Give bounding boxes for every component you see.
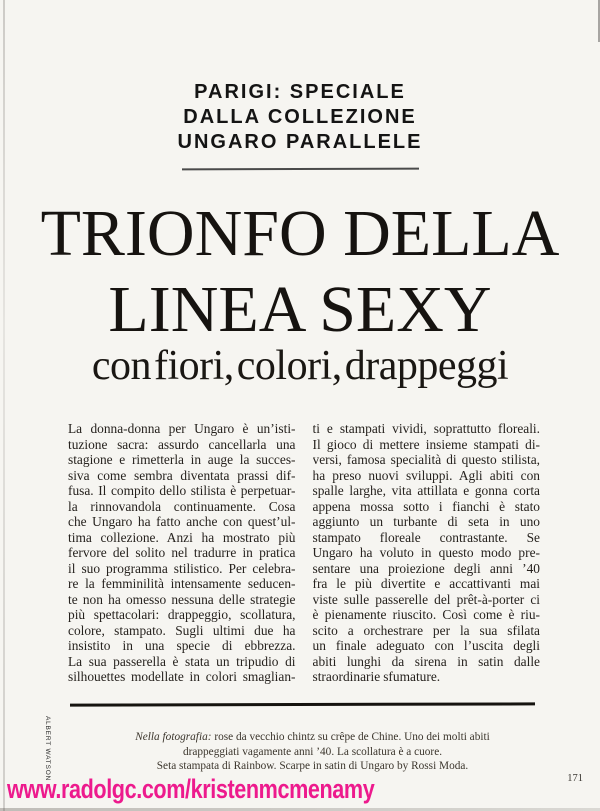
kicker-block — [0, 80, 600, 170]
photographer-credit: ALBERT WATSON — [44, 716, 51, 782]
text-line: versi, famosa specialità di questo stilista, — [312, 452, 540, 467]
text-line: fusa. Il compito dello stilista è perpetuar- — [68, 483, 296, 498]
text-line: siva come sembra diventata prassi dif- — [68, 467, 296, 483]
text-line: la rinnovandola continuamente. Cosa — [68, 498, 296, 514]
kicker-line-2: DALLA COLLEZIONE — [183, 106, 417, 128]
text-line: scito a orchestrare per la sua sfilata — [312, 622, 540, 638]
text-line: La donna-donna per Ungaro è un’isti- — [68, 421, 296, 436]
text-line: sentare una proiezione degli anni ’40 — [312, 560, 540, 576]
photo-caption — [85, 730, 540, 774]
text-line: silhouettes modellate in colori smaglian- — [68, 669, 296, 684]
text-line: Ungaro ha voluto in questo modo pre- — [312, 545, 540, 560]
text-line: stagione e rimetterla in auge la succes- — [68, 452, 296, 467]
text-line: fra le più divertite e accattivanti mai — [312, 576, 540, 591]
text-line: è pienamente riuscito. Così come è riu- — [312, 607, 540, 622]
headline-subtitle: con fiori, colori, drappeggi — [91, 343, 509, 389]
kicker-rule — [181, 168, 418, 171]
caption-line-1 — [85, 730, 540, 745]
text-line: colore, stampato. Sugli ultimi due ha — [68, 622, 296, 638]
caption-line-1-rest: rose da vecchio chintz su crêpe de Chine. Uno dei molti abiti — [211, 731, 490, 743]
text-line: il suo programma stilistico. Per celebra- — [68, 560, 296, 576]
kicker-line-1: PARIGI: SPECIALE — [194, 81, 406, 103]
text-line: appena mossa sotto i fianchi è stato — [312, 498, 540, 514]
text-line: abiti lunghi da sirena in satin dalle — [312, 653, 540, 669]
caption-line-2: drappeggiati vagamente anni ’40. La scollatura è a cuore. — [182, 745, 443, 758]
text-line: viste sulle passerelle del prêt-à-porter ci — [312, 591, 540, 607]
caption-line-3: Seta stampata di Rainbow. Scarpe in satin di Ungaro by Rossi Moda. — [156, 760, 469, 773]
kicker-line-3: UNGARO PARALLELE — [177, 131, 423, 153]
text-line: La sua passerella è stata un tripudio di — [68, 653, 296, 669]
text-line: tima collezione. Anzi ha mostrato più — [68, 529, 296, 545]
headline-line-1: TRIONFO DELLA — [40, 197, 560, 270]
text-line: tuzione sacra: assurdo cancellarla una — [68, 436, 296, 452]
text-line: spalle larghe, vita attillata e gonna corta — [312, 483, 540, 498]
text-line: ti e stampati vividi, soprattutto floreali. — [312, 421, 540, 436]
text-line: ha preso nuovi sviluppi. Agli abiti con — [312, 467, 540, 483]
article-column-left — [68, 421, 296, 685]
text-line: che Ungaro ha fatto anche con quest’ul- — [68, 514, 296, 529]
text-line: straordinarie sfumature. — [312, 669, 441, 684]
headline-line-2: LINEA SEXY — [108, 273, 492, 346]
text-line: insistito in una specie di ebbrezza. — [68, 638, 296, 653]
article-body — [68, 421, 540, 685]
text-line: un finale adeguato con l’uscita degli — [312, 638, 540, 653]
headline — [0, 196, 600, 348]
article-column-right — [313, 421, 541, 685]
text-line: te non ha omesso nessuna delle strategie — [68, 591, 296, 607]
text-line: aggiunto un turbante di seta in uno — [312, 514, 540, 529]
watermark-text: www.radolgc.com/kristenmcmenamy — [7, 774, 375, 804]
text-line: re la femminilità intensamente seducen- — [68, 576, 296, 591]
caption-lead-italic: Nella fotografia: — [135, 731, 212, 743]
text-line: fervore del solito nel tradurre in pratica — [68, 545, 296, 560]
text-line: più spettacolari: drappeggio, scollatura, — [68, 607, 296, 622]
caption-rule — [70, 702, 535, 706]
text-line: stampato floreale contrastante. Se — [312, 529, 540, 545]
page-number: 171 — [567, 773, 583, 784]
text-line: Il gioco di mettere insieme stampati di- — [312, 436, 540, 452]
